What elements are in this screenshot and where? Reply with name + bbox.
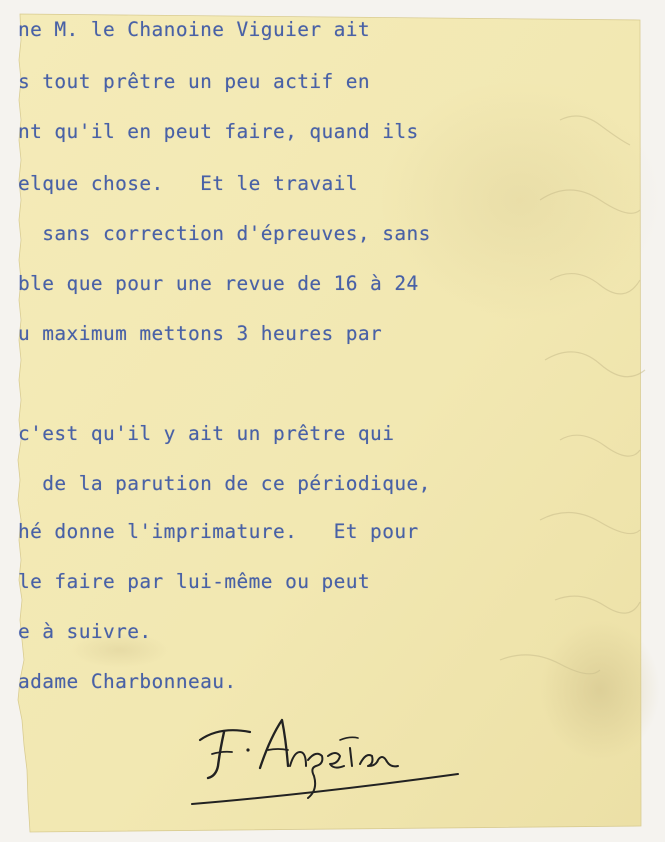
typed-line: nt qu'il en peut faire, quand ils bbox=[18, 120, 419, 143]
typed-line: hé donne l'imprimature. Et pour bbox=[18, 520, 419, 543]
paper-stain bbox=[380, 80, 660, 320]
typed-line: ble que pour une revue de 16 à 24 bbox=[18, 272, 419, 295]
typed-line: elque chose. Et le travail bbox=[18, 172, 358, 195]
handwritten-signature bbox=[190, 700, 470, 810]
typed-line: de la parution de ce périodique, bbox=[18, 472, 431, 495]
typed-line: ne M. le Chanoine Viguier ait bbox=[18, 18, 371, 41]
typed-line: u maximum mettons 3 heures par bbox=[18, 322, 383, 345]
paper-stain bbox=[540, 620, 660, 760]
typed-line: adame Charbonneau. bbox=[18, 670, 237, 693]
typed-line: le faire par lui-même ou peut bbox=[18, 570, 371, 593]
typed-line: c'est qu'il y ait un prêtre qui bbox=[18, 422, 395, 445]
typed-line: e à suivre. bbox=[18, 620, 152, 643]
typed-line: s tout prêtre un peu actif en bbox=[18, 70, 371, 93]
typed-line: sans correction d'épreuves, sans bbox=[18, 222, 431, 245]
